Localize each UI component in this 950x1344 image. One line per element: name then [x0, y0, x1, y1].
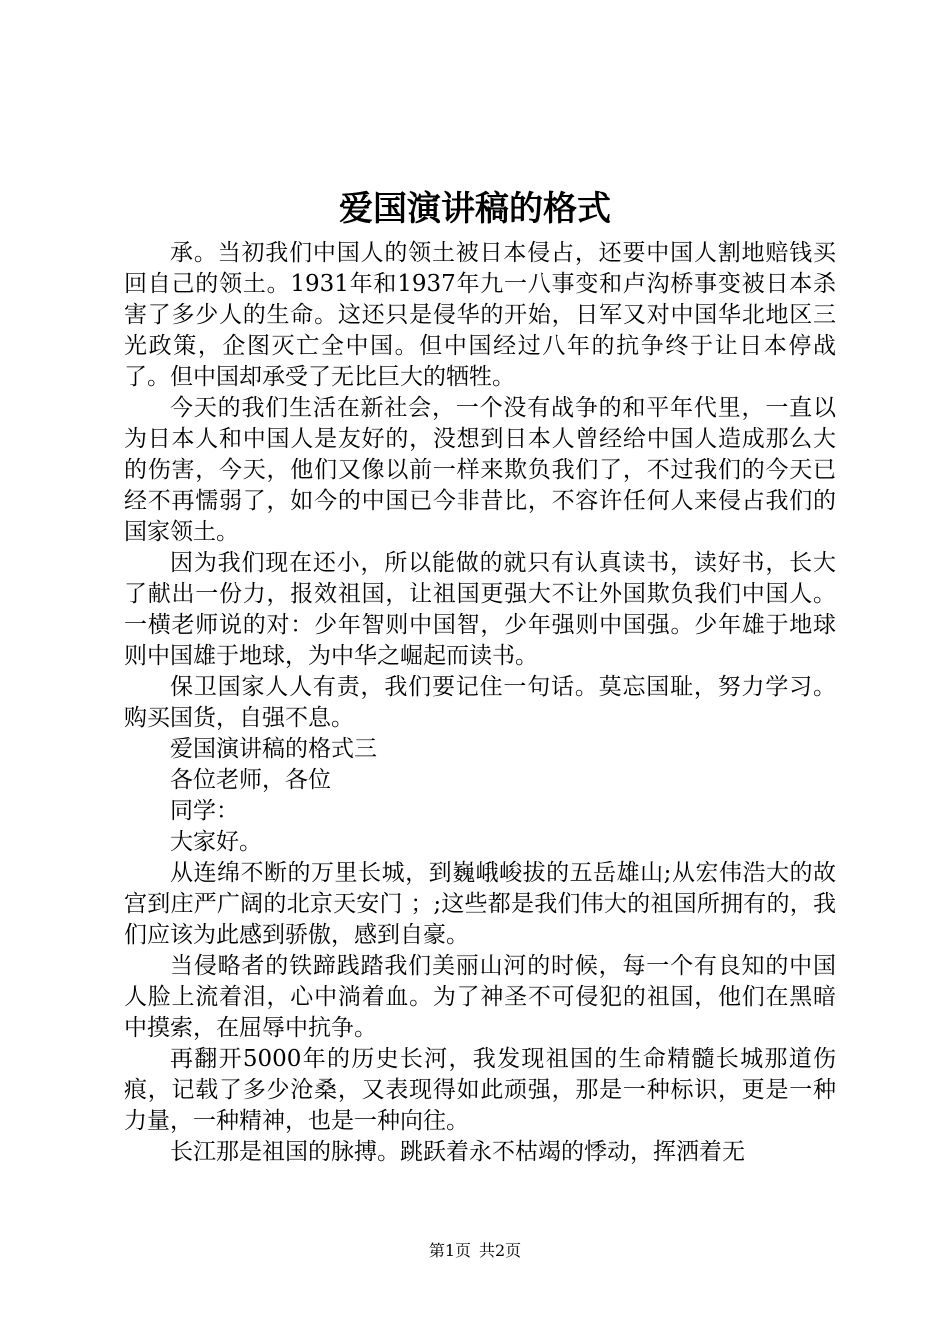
salutation-line: 同学：	[170, 798, 239, 824]
document-title: 爱国演讲稿的格式	[339, 189, 611, 229]
section-heading: 爱国演讲稿的格式三	[170, 736, 377, 762]
paragraph: 再翻开5000年的历史长河，我发现祖国的生命精髓长城那道伤痕，记载了多少沧桑，又表现得如此顽强，那是一种标识，更是一种力量，一种精神，也是一种向往。	[124, 1046, 836, 1134]
paragraph: 保卫国家人人有责，我们要记住一句话。莫忘国耻，努力学习。购买国货，自强不息。	[124, 674, 836, 731]
paragraph: 长江那是祖国的脉搏。跳跃着永不枯竭的悸动，挥洒着无	[170, 1139, 745, 1165]
paragraph: 今天的我们生活在新社会，一个没有战争的和平年代里，一直以为日本人和中国人是友好的，没想到日本人曾经给中国人造成那么大的伤害，今天，他们又像以前一样来欺负我们了，不过我们的今天已经不再懦弱了，如今的中国已今非昔比，不容许任何人来侵占我们的国家领土。	[124, 395, 836, 545]
paragraph: 因为我们现在还小，所以能做的就只有认真读书，读好书，长大了献出一份力，报效祖国，让祖国更强大不让外国欺负我们中国人。一横老师说的对：少年智则中国智，少年强则中国强。少年雄于地球则中国雄于地球，为中华之崛起而读书。	[124, 550, 836, 669]
document-body	[124, 238, 836, 1168]
page-footer	[0, 1240, 950, 1262]
page-total: 共2页	[479, 1241, 522, 1260]
paragraph: 承。当初我们中国人的领土被日本侵占，还要中国人割地赔钱买回自己的领土。1931年和1937年九一八事变和卢沟桥事变被日本杀害了多少人的生命。这还只是侵华的开始，日军又对中国华北地区三光政策，企图灭亡全中国。但中国经过八年的抗争终于让日本停战了。但中国却承受了无比巨大的牺牲。	[124, 240, 836, 390]
paragraph: 当侵略者的铁蹄践踏我们美丽山河的时候，每一个有良知的中国人脸上流着泪，心中淌着血。为了神圣不可侵犯的祖国，他们在黑暗中摸索，在屈辱中抗争。	[124, 953, 836, 1041]
salutation-line: 各位老师，各位	[170, 767, 331, 793]
greeting-line: 大家好。	[170, 829, 262, 855]
paragraph: 从连绵不断的万里长城，到巍峨峻拔的五岳雄山;从宏伟浩大的故宫到庄严广阔的北京天安门 ；;这些都是我们伟大的祖国所拥有的，我们应该为此感到骄傲，感到自豪。	[124, 860, 836, 948]
page-number: 第1页	[428, 1241, 471, 1260]
